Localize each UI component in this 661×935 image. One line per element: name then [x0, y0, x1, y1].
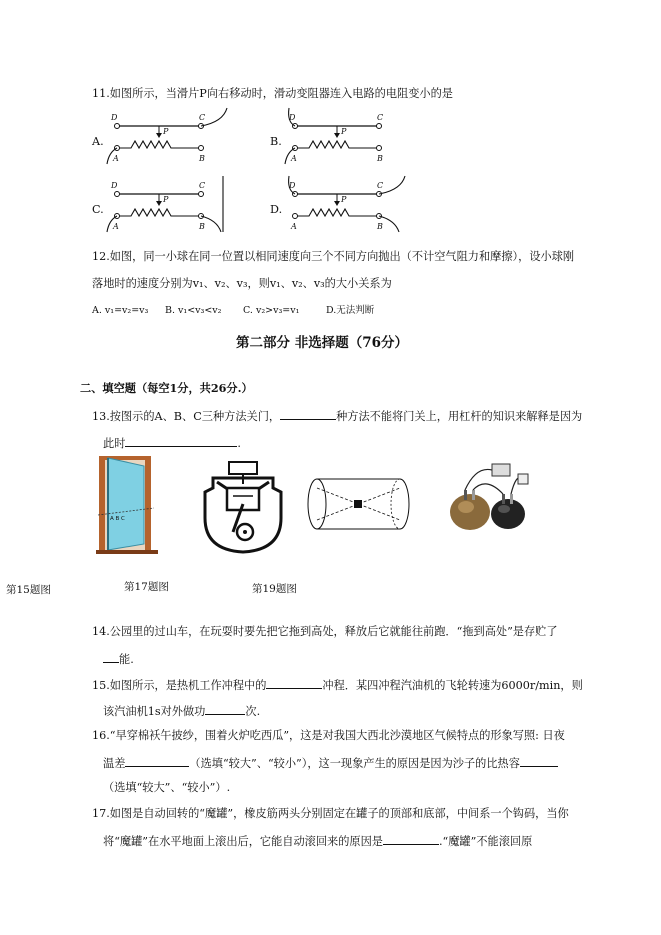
- section2-title: 二、填空题（每空1分，共26分.）: [80, 381, 253, 395]
- resistor-coil: [295, 141, 379, 148]
- caption-fig15: 第15题图: [6, 584, 51, 596]
- terminal-d-dot: [115, 124, 120, 129]
- q17-line1: 17.如图是自动回转的“魔罐”，橡皮筋两头分别固定在罐子的顶部和底部，中间系一个钩码，当你: [92, 807, 569, 820]
- slider-p-label: P: [163, 127, 169, 136]
- electrode-3: [502, 494, 505, 504]
- electrode-1: [464, 490, 467, 500]
- q16-line3: （选填“较大”、“较小”）.: [103, 781, 231, 794]
- q15-line2-b: 次.: [245, 705, 261, 718]
- resistor-coil: [295, 209, 379, 216]
- slider-p-label: P: [341, 195, 347, 204]
- slider-arrow: [156, 133, 162, 138]
- terminal-c-label: C: [377, 181, 384, 190]
- q11-text: 11.如图所示，当滑片P向右移动时，滑动变阻器连入电路的电阻变小的是: [92, 87, 453, 100]
- terminal-a-label: A: [291, 154, 297, 163]
- meter-terminal: [518, 474, 528, 484]
- part2-title: 第二部分 非选择题（76分）: [236, 335, 408, 351]
- q13-line1: [92, 408, 582, 424]
- can-right-end: [400, 479, 409, 529]
- terminal-c-dot: [377, 124, 382, 129]
- q13-line1-b: 种方法不能将门关上，用杠杆的知识来解释是因为: [336, 410, 583, 423]
- terminal-a-label: A: [113, 154, 119, 163]
- resistor-coil: [117, 141, 201, 148]
- q15-line1: [92, 677, 583, 693]
- terminal-d-label: D: [111, 113, 118, 122]
- door-panel: [108, 458, 144, 550]
- q14-line2-b: 能.: [119, 653, 134, 666]
- crank-pin: [243, 530, 247, 534]
- can-left-end: [308, 479, 326, 529]
- q15-line1-a: 15.如图所示，是热机工作冲程中的: [92, 679, 267, 692]
- resistor-coil: [117, 209, 201, 216]
- q13-line1-a: 13.按图示的A、B、C三种方法关门，: [92, 410, 281, 423]
- q16-line2: [103, 755, 558, 771]
- q16-line2-b: （选填“较大”、“较小”），这一现象产生的原因是因为沙子的比热容: [189, 757, 520, 770]
- q15-line1-b: 冲程．某四冲程汽油机的飞轮转速为6000r/min，则: [322, 679, 583, 692]
- option-c-label: C.: [92, 203, 104, 216]
- terminal-b-label: B: [199, 222, 205, 231]
- option-d-label: D.: [270, 203, 283, 216]
- magic-can-figure: [306, 476, 411, 532]
- rheostat-a-diagram: [105, 108, 235, 166]
- caption-fig19: 第19题图: [252, 583, 297, 595]
- terminal-c-dot: [199, 192, 204, 197]
- terminal-d-dot: [115, 192, 120, 197]
- terminal-b-label: B: [377, 222, 383, 231]
- rheostat-b-diagram: [283, 108, 413, 166]
- q14-blank[interactable]: [103, 651, 119, 663]
- q12-option-b: B. v₁<v₃<v₂: [165, 305, 222, 316]
- q14-line1: 14.公园里的过山车，在玩耍时要先把它拖到高处，释放后它就能往前跑．“拖到高处”是存贮了: [92, 625, 558, 638]
- q14-line2: [103, 651, 134, 667]
- rheostat-d-diagram: [283, 176, 413, 234]
- q16-line2-a: 温差: [103, 757, 126, 770]
- slider-arrow: [156, 201, 162, 206]
- terminal-c-label: C: [199, 113, 206, 122]
- terminal-d-label: D: [111, 181, 118, 190]
- wire-1: [465, 469, 492, 490]
- q15-blank-1[interactable]: [266, 677, 322, 689]
- terminal-b-label: B: [377, 154, 383, 163]
- electrode-4: [510, 494, 513, 504]
- terminal-b-dot: [377, 146, 382, 151]
- q15-blank-2[interactable]: [205, 703, 245, 715]
- terminal-d-label: D: [289, 181, 296, 190]
- door-labels: A B C: [110, 516, 125, 522]
- slider-arrow: [334, 201, 340, 206]
- q12-line1: 12.如图，同一小球在同一位置以相同速度向三个不同方向抛出（不计空气阻力和摩擦），设小球刚: [92, 250, 575, 263]
- q13-blank-1[interactable]: [280, 408, 336, 420]
- slider-p-label: P: [341, 127, 347, 136]
- q17-blank[interactable]: [383, 833, 439, 845]
- q12-line2: 落地时的速度分别为v₁、v₂、v₃，则v₁、v₂、v₃的大小关系为: [92, 277, 392, 290]
- q17-line2-b: .“魔罐”不能滚回原: [438, 835, 533, 848]
- caption-fig17: 第17题图: [124, 581, 169, 593]
- q12-option-c: C. v₂>v₃=v₁: [243, 305, 300, 316]
- electrode-2: [472, 490, 475, 500]
- led-meter: [492, 464, 510, 476]
- q13-blank-2[interactable]: [125, 435, 237, 447]
- terminal-a-label: A: [291, 222, 297, 231]
- terminal-d-label: D: [289, 113, 296, 122]
- q17-line2-a: 将“魔罐”在水平地面上滚出后，它能自动滚回来的原因是: [103, 835, 383, 848]
- terminal-b-dot: [199, 146, 204, 151]
- fruit-battery-figure: [446, 460, 536, 532]
- q17-line2: [103, 833, 532, 849]
- wire-2: [473, 484, 503, 494]
- q15-line2-a: 该汽油机1s对外做功: [103, 705, 206, 718]
- hook-weight: [354, 500, 362, 508]
- slider-p-label: P: [163, 195, 169, 204]
- q16-blank-1[interactable]: [125, 755, 189, 767]
- option-b-label: B.: [270, 135, 282, 148]
- terminal-c-label: C: [199, 181, 206, 190]
- fruit-right-highlight: [498, 505, 510, 513]
- fruit-right: [491, 499, 525, 529]
- q13-line2-text: 此时: [103, 437, 126, 450]
- terminal-a-dot: [293, 214, 298, 219]
- q16-line1: 16.“早穿棉袄午披纱，围着火炉吃西瓜”，这是对我国大西北沙漠地区气候特点的形象写照: 日夜: [92, 729, 565, 742]
- q16-blank-2[interactable]: [520, 755, 558, 767]
- fruit-left-highlight: [458, 501, 474, 513]
- q12-option-d: D.无法判断: [326, 305, 375, 316]
- q12-option-a: A. v₁=v₂=v₃: [92, 305, 149, 316]
- q15-line2: [103, 703, 260, 719]
- terminal-c-label: C: [377, 113, 384, 122]
- option-a-label: A.: [92, 135, 104, 148]
- terminal-a-label: A: [113, 222, 119, 231]
- door-floor: [96, 550, 158, 554]
- rheostat-c-diagram: [105, 176, 235, 234]
- spark-plug: [229, 462, 257, 474]
- door-figure: [96, 454, 158, 554]
- engine-figure: [203, 458, 283, 554]
- can-right-back: [391, 479, 400, 529]
- q13-line2: 此时 .: [103, 437, 241, 450]
- slider-arrow: [334, 133, 340, 138]
- terminal-b-label: B: [199, 154, 205, 163]
